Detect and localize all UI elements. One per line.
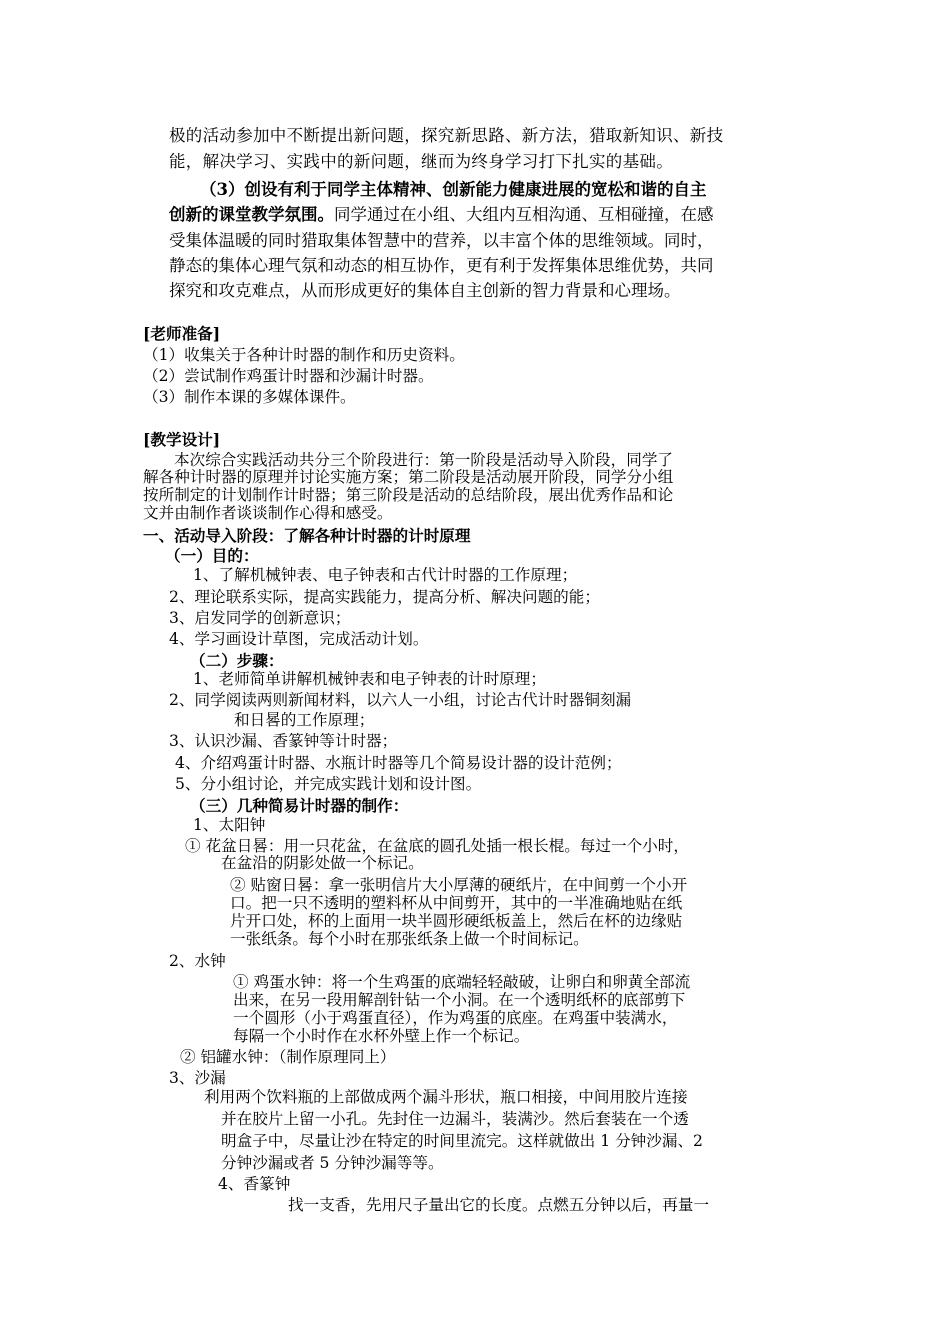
design-line: 本次综合实践活动共分三个阶段进行：第一阶段是活动导入阶段，同学了 xyxy=(174,451,674,469)
make-line: 分钟沙漏或者 5 分钟沙漏等等。 xyxy=(221,1154,444,1172)
point-3-heading: （3）创设有利于同学主体精神、创新能力健康进展的宽松和谐的自主 xyxy=(200,180,707,199)
make-line: 找一支香，先用尺子量出它的长度。点燃五分钟以后，再量一 xyxy=(288,1196,710,1214)
point-3-line-2 xyxy=(169,206,714,225)
teacher-prep-heading: [老师准备] xyxy=(143,324,221,343)
goal-item: 1、了解机械钟表、电子钟表和古代计时器的工作原理； xyxy=(193,566,578,584)
point-3-text: 同学通过在小组、大组内互相沟通、互相碰撞，在感 xyxy=(334,205,714,224)
design-line: 按所制定的计划制作计时器；第三阶段是活动的总结阶段，展出优秀作品和论 xyxy=(143,486,674,504)
make-line: 一张纸条。每个小时在那张纸条上做一个时间标记。 xyxy=(230,930,589,948)
step-item: 3、认识沙漏、香篆钟等计时器； xyxy=(169,732,398,750)
make-line: ① 花盆日晷：用一只花盆，在盆底的圆孔处插一根长棍。每过一个小时， xyxy=(185,837,689,855)
point-3-line-4: 静态的集体心理气氛和动态的相互协作，更有利于发挥集体思维优势，共同 xyxy=(169,256,714,275)
make-line: ① 鸡蛋水钟：将一个生鸡蛋的底端轻轻敲破，让卵白和卵黄全部流 xyxy=(233,973,691,991)
teacher-prep-item: （1）收集关于各种计时器的制作和历史资料。 xyxy=(143,346,465,364)
make-line: 口。把一只不透明的塑料杯从中间剪开，其中的一半准确地贴在纸 xyxy=(230,894,683,912)
goal-item: 2、理论联系实际，提高实践能力，提高分析、解决问题的能； xyxy=(169,588,600,606)
step-item: 5、分小组讨论，并完成实践计划和设计图。 xyxy=(175,775,482,793)
teacher-prep-item: （2）尝试制作鸡蛋计时器和沙漏计时器。 xyxy=(143,367,434,385)
make-line: 出来，在另一段用解剖针钻一个小洞。在一个透明纸杯的底部剪下 xyxy=(233,991,686,1009)
stage-1-heading: 一、活动导入阶段：了解各种计时器的计时原理 xyxy=(143,526,471,545)
goal-heading: （一）目的： xyxy=(165,546,259,565)
make-subheading-sandglass: 3、沙漏 xyxy=(169,1069,226,1087)
step-item: 2、同学阅读两则新闻材料，以六人一小组，讨论古代计时器铜刻漏 xyxy=(169,691,632,709)
make-line: 利用两个饮料瓶的上部做成两个漏斗形状，瓶口相接，中间用胶片连接 xyxy=(204,1088,688,1106)
goal-item: 4、学习画设计草图，完成活动计划。 xyxy=(169,630,429,648)
step-item: 1、老师简单讲解机械钟表和电子钟表的计时原理； xyxy=(193,670,546,688)
make-line: 在盆沿的阴影处做一个标记。 xyxy=(221,854,424,872)
point-3-heading-end: 创新的课堂教学氛围。 xyxy=(169,205,334,224)
make-line: 片开口处，杯的上面用一块半圆形硬纸板盖上，然后在杯的边缘贴 xyxy=(230,912,683,930)
steps-heading: （二）步骤： xyxy=(190,651,284,670)
make-subheading-sun-clock: 1、太阳钟 xyxy=(193,816,266,834)
teacher-prep-item: （3）制作本课的多媒体课件。 xyxy=(143,388,356,406)
intro-line-2: 能，解决学习、实践中的新问题，继而为终身学习打下扎实的基础。 xyxy=(169,152,673,171)
make-line: 一个圆形（小于鸡蛋直径），作为鸡蛋的底座。在鸡蛋中装满水， xyxy=(233,1009,678,1027)
make-subheading-water-clock: 2、水钟 xyxy=(169,952,226,970)
make-line: 并在胶片上留一小孔。先封住一边漏斗，装满沙。然后套装在一个透 xyxy=(221,1110,689,1128)
make-line: 每隔一个小时作在水杯外壁上作一个标记。 xyxy=(233,1027,530,1045)
make-line: ② 贴窗日晷：拿一张明信片大小厚薄的硬纸片，在中间剪一个小开 xyxy=(230,876,688,894)
point-3-line-5: 探究和攻克难点，从而形成更好的集体自主创新的智力背景和心理场。 xyxy=(169,281,681,300)
make-line: ② 铝罐水钟：（制作原理同上） xyxy=(180,1048,396,1066)
design-heading: [教学设计] xyxy=(143,430,221,449)
step-item-continued: 和日晷的工作原理； xyxy=(234,711,375,729)
make-subheading-incense-clock: 4、香篆钟 xyxy=(218,1175,291,1193)
make-heading: （三）几种简易计时器的制作： xyxy=(190,796,409,815)
step-item: 4、介绍鸡蛋计时器、水瓶计时器等几个简易设计器的设计范例； xyxy=(175,754,622,772)
design-line: 文并由制作者谈谈制作心得和感受。 xyxy=(143,504,393,522)
goal-item: 3、启发同学的创新意识； xyxy=(169,609,351,627)
make-line: 明盒子中，尽量让沙在特定的时间里流完。这样就做出 1 分钟沙漏、2 xyxy=(221,1132,703,1150)
point-3-line-3: 受集体温暖的同时猎取集体智慧中的营养，以丰富个体的思维领域。同时， xyxy=(169,231,714,250)
design-line: 解各种计时器的原理并讨论实施方案；第二阶段是活动展开阶段，同学分小组 xyxy=(143,468,674,486)
intro-line-1: 极的活动参加中不断提出新问题，探究新思路、新方法，猎取新知识、新技 xyxy=(169,126,724,145)
